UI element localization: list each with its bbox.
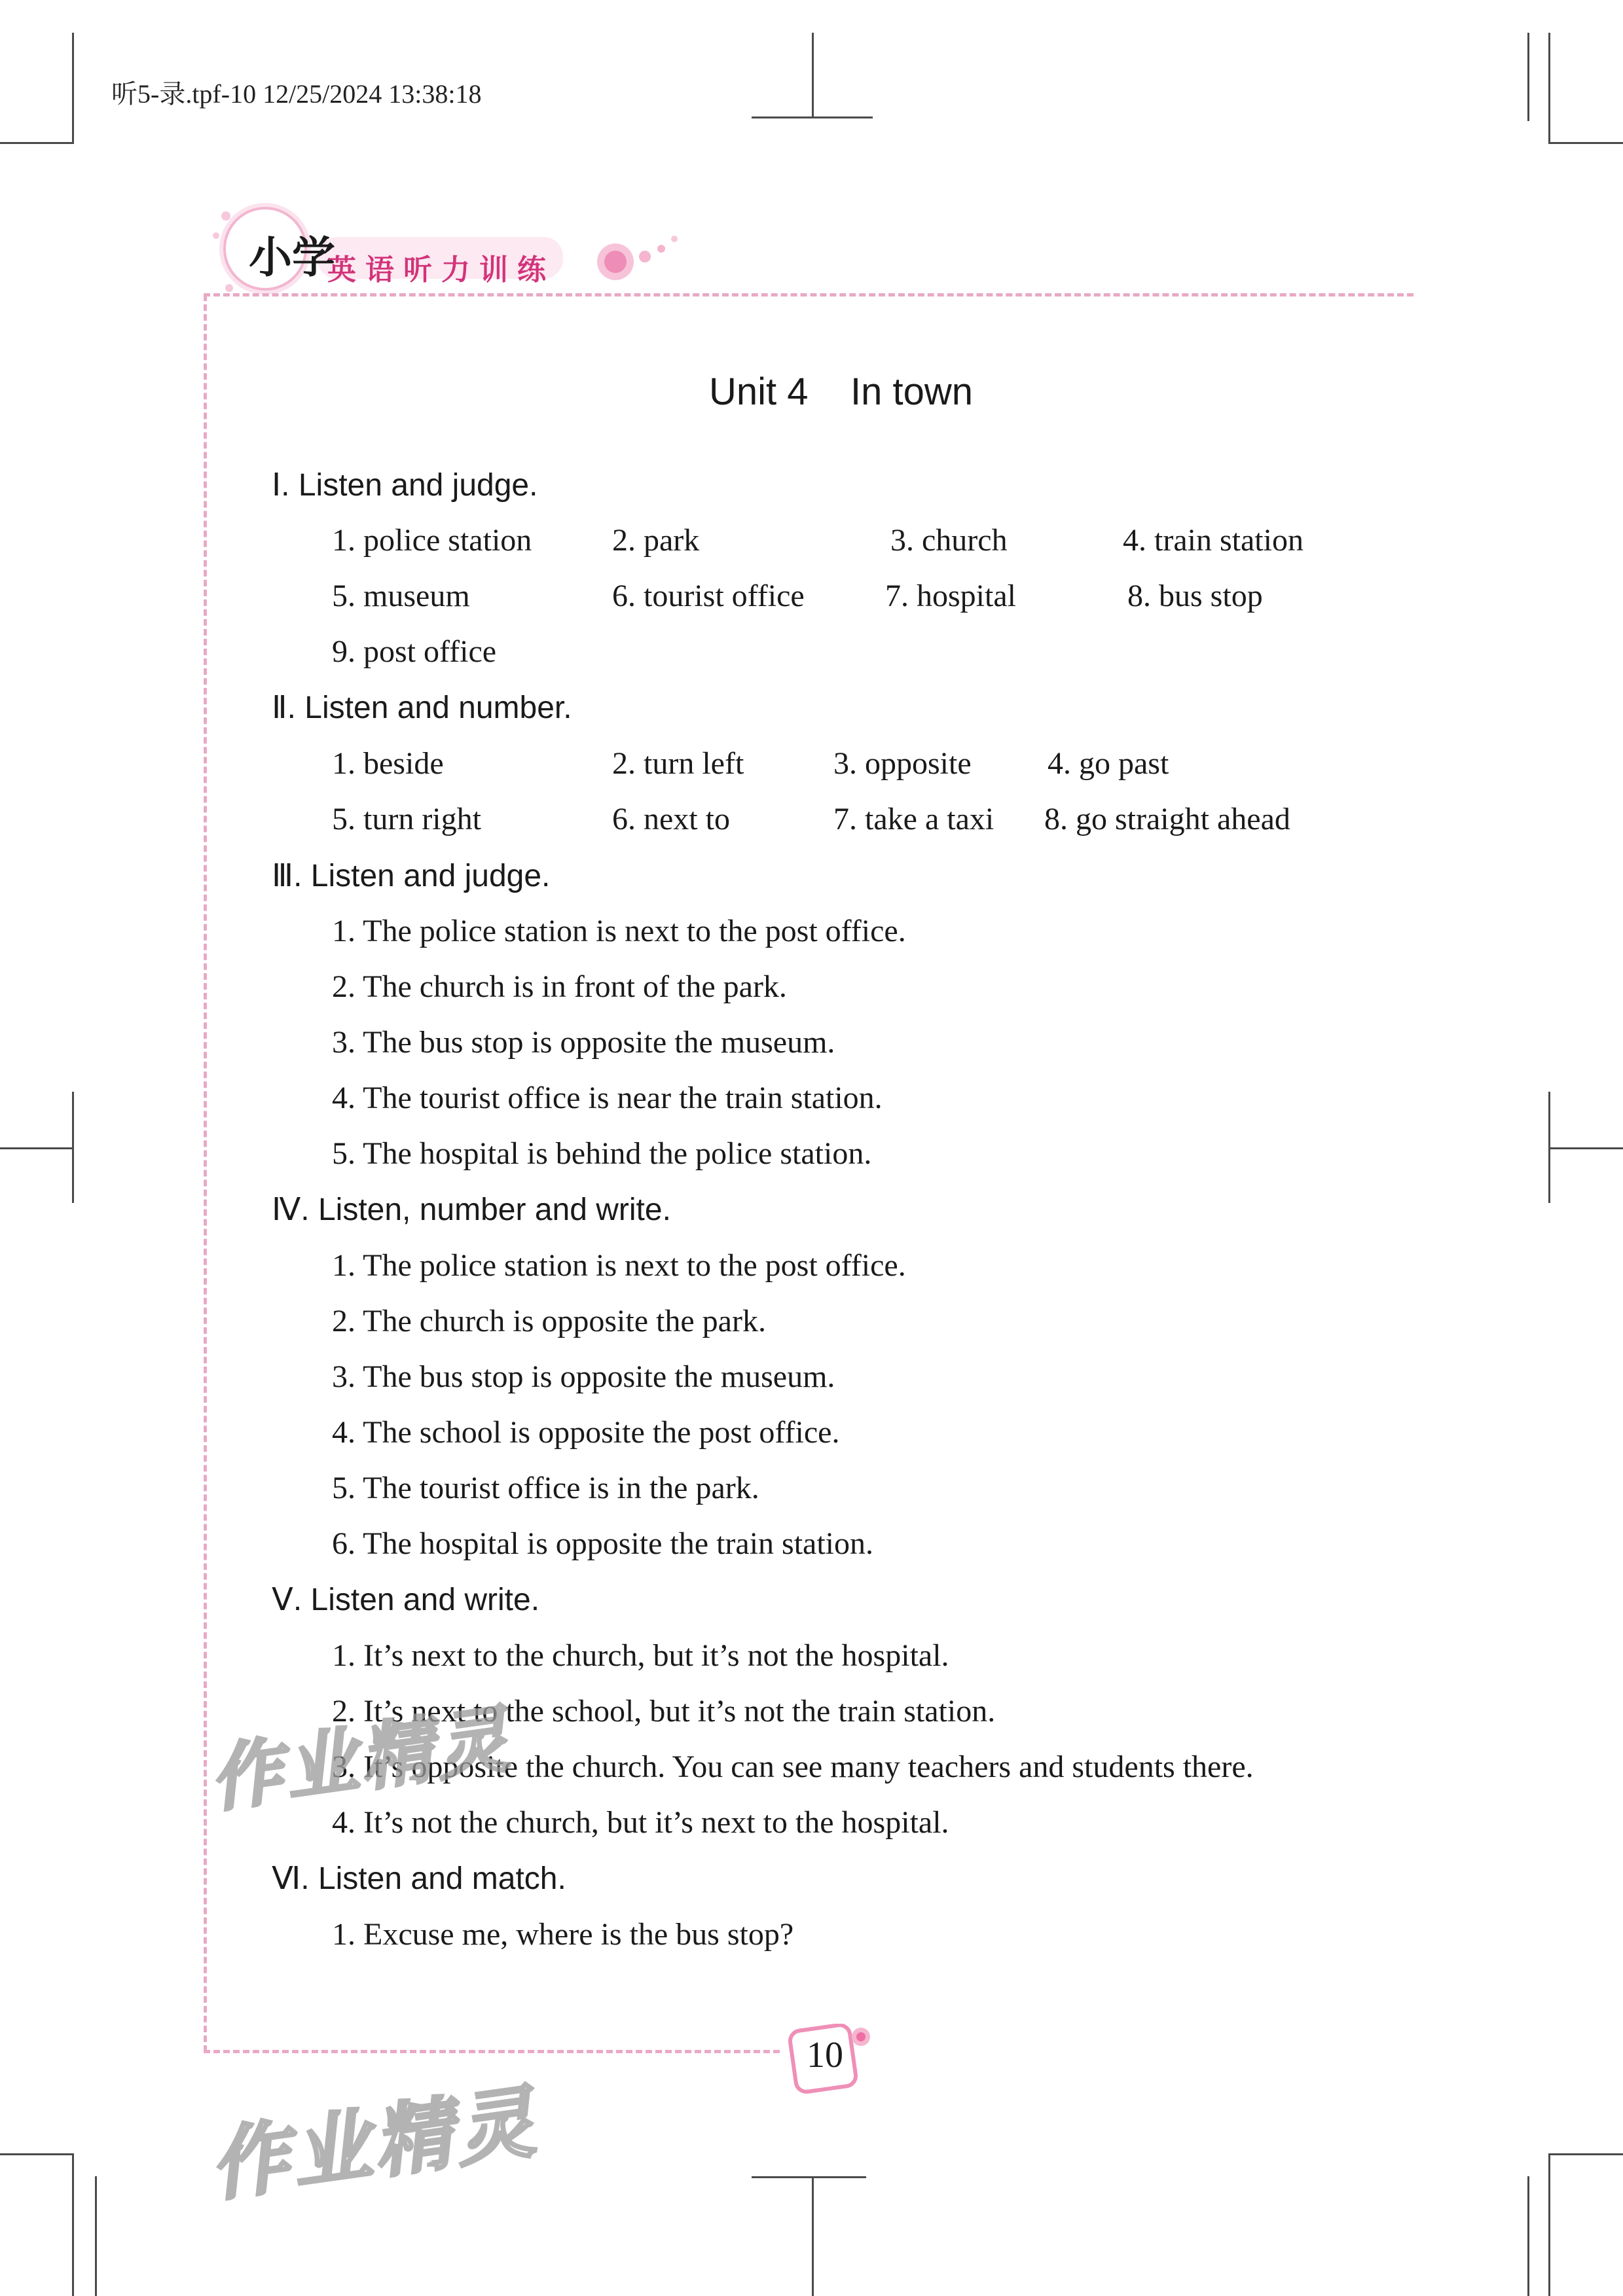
list-item: 1. police station [332,523,532,558]
list-item: 2. turn left [612,746,744,781]
header-title-sub: 英语听力训练 [327,253,555,287]
list-item: 2. The church is in front of the park. [332,969,787,1004]
list-item: 4. It’s not the church, but it’s next to the hospital. [332,1805,949,1840]
crop-mark [1548,2153,1550,2296]
list-item: 1. The police station is next to the post office. [332,914,906,948]
crop-mark [812,33,814,118]
page-title: Unit 4 In town [709,370,973,413]
crop-mark [1548,1147,1623,1149]
section-heading: Ⅱ. Listen and number. [272,691,572,725]
frame-border-top [204,293,1413,296]
list-item: 4. train station [1123,523,1304,558]
list-item: 6. next to [612,802,730,836]
watermark-text: 作业精灵 [204,1696,517,1822]
crop-mark [1527,33,1529,121]
frame-border-left [204,295,207,2052]
crop-mark [1527,2176,1529,2296]
list-item: 3. It’s opposite the church. You can see many teachers and students there. [332,1749,1254,1784]
list-item: 4. go past [1048,746,1169,781]
crop-mark [812,2176,814,2296]
crop-mark [72,33,74,144]
frame-border-bottom [204,2050,780,2053]
list-item: 4. The tourist office is near the train station. [332,1081,883,1115]
list-item: 3. The bus stop is opposite the museum. [332,1025,835,1060]
crop-mark [1548,142,1623,144]
list-item: 7. hospital [885,579,1016,613]
list-item: 9. post office [332,634,497,669]
list-item: 5. The tourist office is in the park. [332,1471,759,1505]
crop-mark [752,2176,866,2178]
list-item: 3. opposite [833,746,972,781]
list-item: 3. church [890,523,1008,558]
watermark-text: 作业精灵 [204,2076,544,2213]
list-item: 2. It’s next to the school, but it’s not the train station. [332,1694,996,1729]
crop-mark [72,2153,74,2296]
list-item: 8. go straight ahead [1044,802,1290,836]
crop-mark [1548,33,1550,144]
page-number: 10 [807,2035,843,2075]
crop-mark [752,117,873,118]
list-item: 5. turn right [332,802,481,836]
list-item: 5. The hospital is behind the police station. [332,1136,872,1171]
section-heading: Ⅴ. Listen and write. [272,1583,540,1617]
list-item: 1. Excuse me, where is the bus stop? [332,1917,794,1952]
list-item: 2. park [612,523,700,558]
list-item: 3. The bus stop is opposite the museum. [332,1359,835,1394]
list-item: 6. The hospital is opposite the train station. [332,1526,874,1561]
print-file-info: 听5-录.tpf-10 12/25/2024 13:38:18 [111,79,482,109]
crop-mark [0,142,74,144]
list-item: 1. beside [332,746,444,781]
section-heading: Ⅵ. Listen and match. [272,1861,566,1896]
section-heading: Ⅰ. Listen and judge. [272,468,538,503]
list-item: 8. bus stop [1127,579,1263,613]
list-item: 5. museum [332,579,470,613]
crop-mark [95,2176,97,2296]
list-item: 1. The police station is next to the post office. [332,1248,906,1283]
header-title-main: 小学 [249,232,335,283]
section-heading: Ⅳ. Listen, number and write. [272,1193,671,1227]
list-item: 6. tourist office [612,579,805,613]
crop-mark [0,1147,74,1149]
crop-mark [0,2153,74,2155]
list-item: 1. It’s next to the church, but it’s not the hospital. [332,1638,949,1673]
section-heading: Ⅲ. Listen and judge. [272,859,551,893]
list-item: 2. The church is opposite the park. [332,1304,766,1338]
list-item: 4. The school is opposite the post office. [332,1415,840,1450]
crop-mark [1548,2153,1623,2155]
list-item: 7. take a taxi [833,802,994,836]
